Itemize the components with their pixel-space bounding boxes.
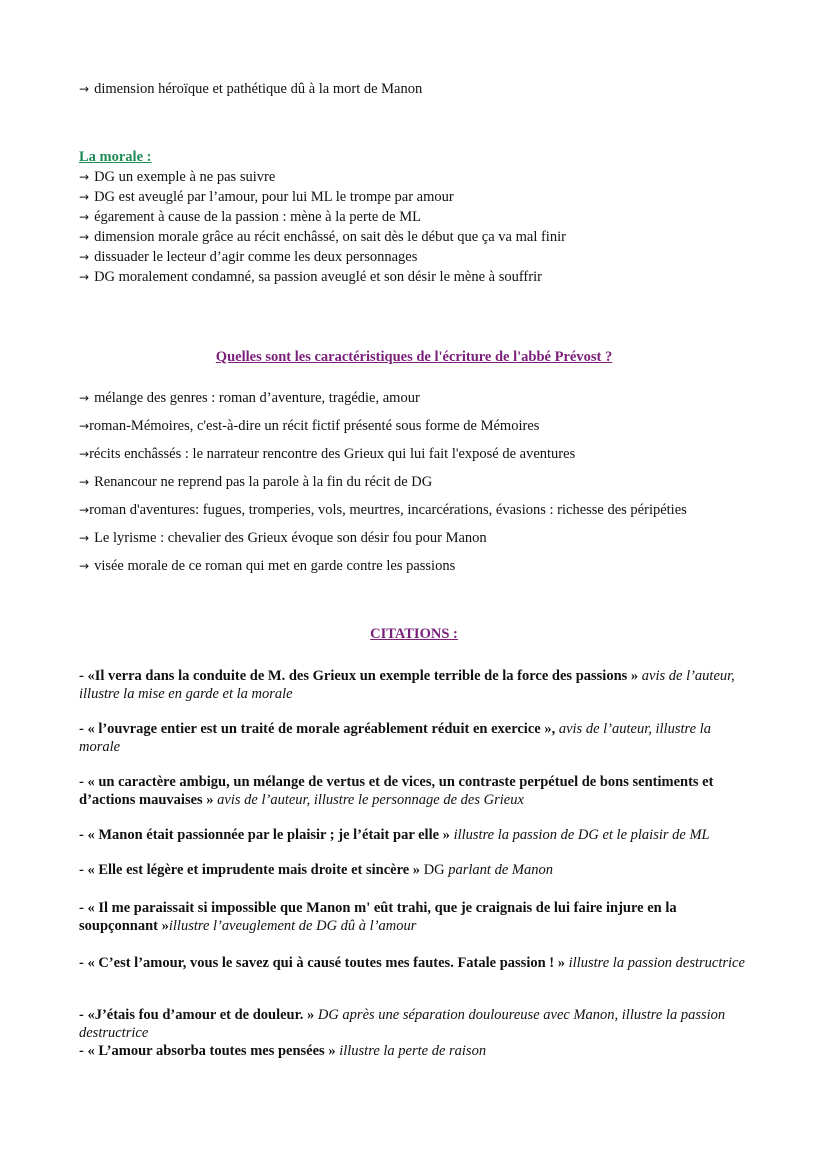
citation-comment: illustre l’aveuglement de DG dû à l’amour bbox=[168, 918, 417, 934]
morale-item-text: DG un exemple à ne pas suivre bbox=[94, 169, 276, 185]
ecriture-item-text: Le lyrisme : chevalier des Grieux évoque son désir fou pour Manon bbox=[94, 530, 487, 546]
morale-item-text: DG est aveuglé par l’amour, pour lui ML le trompe par amour bbox=[94, 189, 454, 205]
arrow-icon: → bbox=[79, 531, 90, 545]
arrow-icon: → bbox=[79, 391, 90, 405]
citation-comment: avis de l’auteur, illustre le personnage de des Grieux bbox=[213, 792, 524, 808]
arrow-icon: → bbox=[79, 503, 90, 517]
arrow-icon: → bbox=[79, 559, 90, 573]
citation-comment: illustre la perte de raison bbox=[335, 1043, 487, 1059]
citations-heading: CITATIONS : bbox=[370, 626, 458, 642]
ecriture-item-text: roman-Mémoires, c'est-à-dire un récit fictif présenté sous forme de Mémoires bbox=[89, 418, 540, 434]
morale-heading: La morale : bbox=[79, 149, 152, 165]
citation-item bbox=[79, 667, 749, 703]
citation-quote: - « un caractère ambigu, un mélange de vertus et de vices, un contraste perpétuel de bons sentiments et d’actions mauvaises » bbox=[79, 774, 714, 808]
morale-item bbox=[79, 248, 417, 266]
intro-line bbox=[79, 80, 422, 98]
ecriture-item bbox=[79, 389, 420, 407]
morale-item-text: dissuader le lecteur d’agir comme les deux personnages bbox=[94, 249, 418, 265]
ecriture-item-text: récits enchâssés : le narrateur rencontre des Grieux qui lui fait l'exposé de aventures bbox=[89, 446, 576, 462]
ecriture-item-text: roman d'aventures: fugues, tromperies, vols, meurtres, incarcérations, évasions : richesse des péripéties bbox=[89, 502, 687, 518]
citation-quote: - « Il me paraissait si impossible que Manon m' eût trahi, que je craignais de lui faire injure en la soupçonnant » bbox=[79, 900, 677, 934]
citation-comment: illustre la passion de DG et le plaisir de ML bbox=[449, 827, 710, 843]
ecriture-heading: Quelles sont les caractéristiques de l'écriture de l'abbé Prévost ? bbox=[215, 349, 613, 365]
morale-item bbox=[79, 208, 421, 226]
arrow-icon: → bbox=[79, 250, 90, 264]
citation-comment: DG après une séparation douloureuse avec Manon, illustre la passion destructrice bbox=[79, 1007, 726, 1041]
morale-item bbox=[79, 228, 566, 246]
citation-item bbox=[79, 1006, 749, 1042]
citation-comment: parlant de Manon bbox=[444, 862, 553, 878]
ecriture-item bbox=[79, 445, 575, 463]
ecriture-item-text: Renancour ne reprend pas la parole à la fin du récit de DG bbox=[94, 474, 433, 490]
citation-item bbox=[79, 861, 749, 879]
ecriture-item bbox=[79, 529, 487, 547]
arrow-icon: → bbox=[79, 475, 90, 489]
ecriture-item-text: visée morale de ce roman qui met en garde contre les passions bbox=[94, 558, 456, 574]
citation-item bbox=[79, 1042, 749, 1060]
arrow-icon: → bbox=[79, 210, 90, 224]
citation-item bbox=[79, 826, 749, 844]
morale-item bbox=[79, 268, 542, 286]
morale-item bbox=[79, 188, 454, 206]
arrow-icon: → bbox=[79, 82, 90, 96]
citation-quote: - « Manon était passionnée par le plaisir ; je l’était par elle » bbox=[79, 827, 450, 843]
citation-speaker: DG bbox=[420, 862, 445, 878]
morale-item-text: égarement à cause de la passion : mène à la perte de ML bbox=[94, 209, 421, 225]
ecriture-item bbox=[79, 501, 687, 519]
ecriture-item bbox=[79, 417, 539, 435]
citation-quote: - « Elle est légère et imprudente mais droite et sincère » bbox=[79, 862, 421, 878]
arrow-icon: → bbox=[79, 270, 90, 284]
morale-item-text: DG moralement condamné, sa passion aveuglé et son désir le mène à souffrir bbox=[94, 269, 542, 285]
arrow-icon: → bbox=[79, 230, 90, 244]
citation-quote: - «J’étais fou d’amour et de douleur. » bbox=[79, 1007, 315, 1023]
citation-comment: avis de l’auteur, illustre la morale bbox=[79, 721, 711, 755]
morale-item-text: dimension morale grâce au récit enchâssé, on sait dès le début que ça va mal finir bbox=[94, 229, 566, 245]
ecriture-item bbox=[79, 557, 455, 575]
citation-quote: - «Il verra dans la conduite de M. des Grieux un exemple terrible de la force des passions » bbox=[79, 668, 639, 684]
ecriture-item-text: mélange des genres : roman d’aventure, tragédie, amour bbox=[94, 390, 420, 406]
citation-quote: - « C’est l’amour, vous le savez qui à causé toutes mes fautes. Fatale passion ! » bbox=[79, 955, 565, 971]
citation-item bbox=[79, 773, 749, 809]
ecriture-item bbox=[79, 473, 432, 491]
arrow-icon: → bbox=[79, 419, 90, 433]
arrow-icon: → bbox=[79, 170, 90, 184]
citation-item bbox=[79, 954, 749, 972]
citation-quote: - « L’amour absorba toutes mes pensées » bbox=[79, 1043, 336, 1059]
citation-item bbox=[79, 899, 749, 935]
arrow-icon: → bbox=[79, 447, 90, 461]
citation-comment: avis de l’auteur, illustre la mise en garde et la morale bbox=[79, 668, 735, 702]
intro-text: dimension héroïque et pathétique dû à la mort de Manon bbox=[94, 81, 423, 97]
morale-item bbox=[79, 168, 275, 186]
arrow-icon: → bbox=[79, 190, 90, 204]
citation-comment: illustre la passion destructrice bbox=[565, 955, 745, 971]
citation-quote: - « l’ouvrage entier est un traité de morale agréablement réduit en exercice », bbox=[79, 721, 556, 737]
citation-item bbox=[79, 720, 749, 756]
